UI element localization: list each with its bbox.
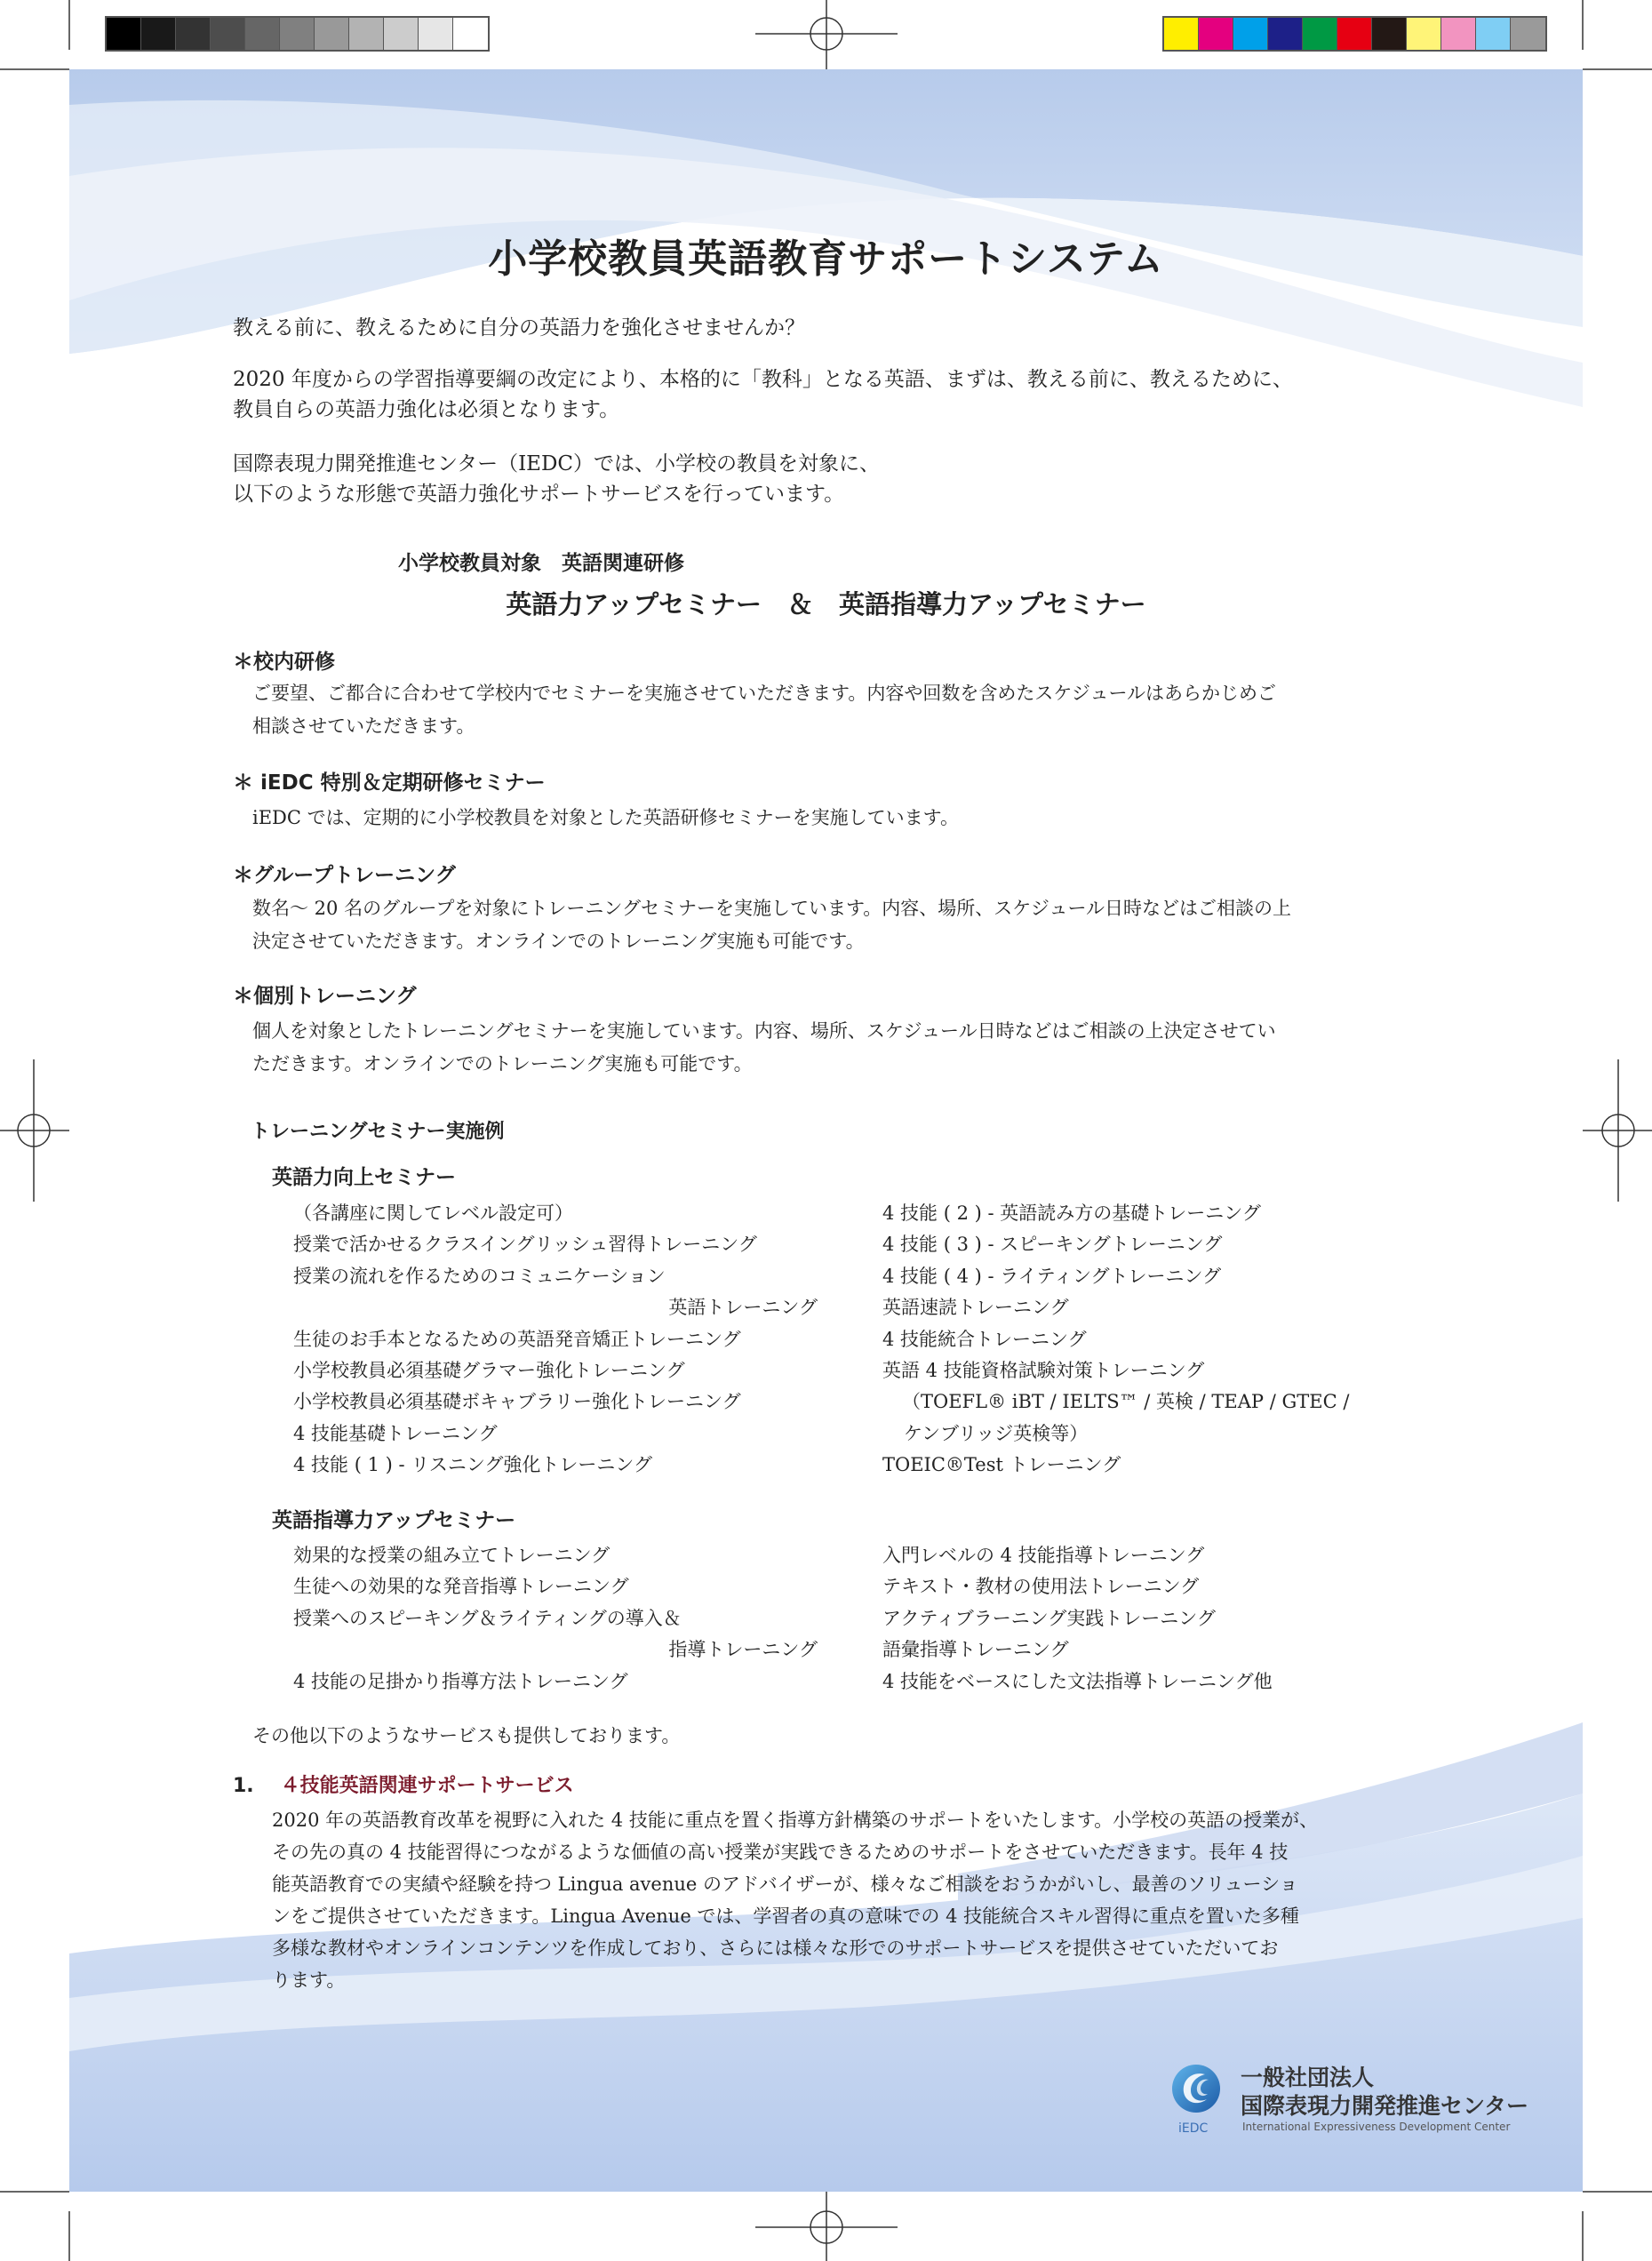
page-title: 小学校教員英語教育サポートシステム [488, 236, 1164, 282]
org-name-line-1: 一般社団法人 [1241, 2065, 1375, 2090]
service-1-line: 多様な教材やオンラインコンテンツを作成しており、さらには様々な形でのサポートサービスを提供させていただいてお [272, 1937, 1279, 1959]
list-item: 生徒への効果的な発音指導トレーニング [293, 1576, 629, 1598]
service-1-title: ４技能英語関連サポートサービス [280, 1775, 574, 1797]
intro-paragraph-2-line-2: 教員自らの英語力強化は必須となります。 [233, 398, 620, 421]
list-item: 4 技能の足掛かり指導方法トレーニング [293, 1670, 628, 1692]
seminar-name: 英語力アップセミナー ＆ 英語指導力アップセミナー [506, 589, 1146, 619]
section-heading-group: ＊グループトレーニング [233, 864, 456, 887]
list-item: テキスト・教材の使用法トレーニング [882, 1576, 1200, 1598]
service-1-line: ります。 [272, 1969, 346, 1991]
list-item: 授業へのスピーキング＆ライティングの導入＆ [293, 1607, 682, 1629]
list-item: 4 技能 ( 4 ) - ライティングトレーニング [882, 1265, 1222, 1287]
list-item: 4 技能 ( 2 ) - 英語読み方の基礎トレーニング [882, 1202, 1261, 1224]
group2-heading: 英語指導力アップセミナー [272, 1509, 516, 1532]
intro-paragraph-3-line-2: 以下のような形態で英語力強化サポートサービスを行っています。 [233, 483, 845, 506]
list-item: 小学校教員必須基礎ボキャブラリー強化トレーニング [293, 1391, 741, 1413]
list-item: アクティブラーニング実践トレーニング [882, 1607, 1216, 1629]
list-item: 英語 4 技能資格試験対策トレーニング [882, 1359, 1205, 1381]
group1-heading: 英語力向上セミナー [272, 1166, 456, 1189]
list-item: 入門レベルの 4 技能指導トレーニング [882, 1545, 1205, 1566]
service-1-line: ンをご提供させていただきます。Lingua Avenue では、学習者の真の意味での 4 技能統合スキル習得に重点を置いた多種 [272, 1905, 1299, 1927]
section-heading-iedc: ＊ iEDC 特別＆定期研修セミナー [233, 771, 546, 795]
section-body-line: 個人を対象としたトレーニングセミナーを実施しています。内容、場所、スケジュール日時などはご相談の上決定させてい [252, 1020, 1276, 1042]
list-item: 4 技能 ( 3 ) - スピーキングトレーニング [882, 1234, 1223, 1256]
section-body-group [252, 892, 1291, 958]
list-item: （TOEFL® iBT / IELTS™ / 英検 / TEAP / GTEC / [902, 1391, 1350, 1413]
section-heading-individual: ＊個別トレーニング [233, 985, 417, 1008]
section-body-line: ご要望、ご都合に合わせて学校内でセミナーを実施させていただきます。内容や回数を含めたスケジュールはあらかじめご [252, 683, 1277, 704]
intro-paragraph-2-line-1: 2020 年度からの学習指導要綱の改定により、本格的に「教科」となる英語、まずは、教える前に、教えるために、 [233, 368, 1293, 391]
list-item: 英語速読トレーニング [882, 1297, 1069, 1319]
group1-left-list [293, 1198, 818, 1482]
section-body-individual [252, 1015, 1276, 1081]
section-body-line: 数名～ 20 名のグループを対象にトレーニングセミナーを実施しています。内容、場所、スケジュール日時などはご相談の上 [252, 898, 1292, 919]
section-heading-onsite: ＊校内研修 [233, 651, 335, 674]
service-1-line: 能英語教育での実績や経験を持つ Lingua avenue のアドバイザーが、様々なご相談をおうかがいし、最善のソリューショ [272, 1874, 1298, 1895]
section-body-onsite [252, 677, 1276, 743]
section-body-iedc [252, 802, 959, 835]
logo-label: iEDC [1178, 2121, 1209, 2136]
examples-heading: トレーニングセミナー実施例 [251, 1121, 505, 1143]
org-name-line-2: 国際表現力開発推進センター [1241, 2093, 1529, 2119]
list-item: 語彙指導トレーニング [882, 1639, 1069, 1661]
service-1-line: その先の真の 4 技能習得につながるような価値の高い授業が実践できるためのサポートをさせていただきます。長年 4 技 [272, 1842, 1289, 1863]
section-body-line: 相談させていただきます。 [252, 715, 475, 737]
list-item: 4 技能をベースにした文法指導トレーニング他 [882, 1670, 1273, 1692]
list-item: 授業で活かせるクラスイングリッシュ習得トレーニング [293, 1234, 757, 1256]
list-item: 4 技能統合トレーニング [882, 1328, 1087, 1350]
service-1-line: 2020 年の英語教育改革を視野に入れた 4 技能に重点を置く指導方針構築のサポートをいたします。小学校の英語の授業が、 [272, 1810, 1319, 1831]
intro-paragraph-3 [233, 449, 880, 509]
seminar-target: 小学校教員対象 英語関連研修 [398, 552, 684, 575]
list-item: 指導トレーニング [668, 1639, 818, 1661]
service-1-heading [233, 1770, 574, 1798]
section-body-line: 決定させていただきます。オンラインでのトレーニング実施も可能です。 [252, 931, 865, 952]
list-item: （各講座に関してレベル設定可） [293, 1202, 573, 1224]
list-item: 小学校教員必須基礎グラマー強化トレーニング [293, 1359, 685, 1381]
service-1-number: 1. [233, 1775, 254, 1797]
group2-right-list [882, 1540, 1273, 1698]
intro-paragraph-3-line-1: 国際表現力開発推進センター（IEDC）では、小学校の教員を対象に、 [233, 452, 880, 475]
group2-left-list [293, 1540, 818, 1698]
group1-right-list [882, 1198, 1349, 1482]
service-1-body [272, 1804, 1318, 1996]
list-item: 4 技能 ( 1 ) - リスニング強化トレーニング [293, 1454, 652, 1476]
list-item: TOEIC®Test トレーニング [882, 1454, 1121, 1476]
intro-paragraph-1: 教える前に、教えるために自分の英語力を強化させませんか？ [233, 316, 805, 340]
section-body-line: iEDC では、定期的に小学校教員を対象とした英語研修セミナーを実施しています。 [252, 807, 959, 828]
other-services-note: その他以下のようなサービスも提供しております。 [252, 1725, 681, 1746]
list-item: 生徒のお手本となるための英語発音矯正トレーニング [293, 1328, 741, 1350]
intro-paragraph-2 [233, 364, 1293, 425]
iedc-logo-icon [1169, 2062, 1223, 2115]
list-item: ケンブリッジ英検等） [904, 1422, 1089, 1444]
org-name-english: International Expressiveness Development Center [1242, 2121, 1511, 2133]
section-body-line: ただきます。オンラインでのトレーニング実施も可能です。 [252, 1053, 753, 1075]
list-item: 効果的な授業の組み立てトレーニング [293, 1545, 611, 1566]
list-item: 4 技能基礎トレーニング [293, 1422, 498, 1444]
list-item: 英語トレーニング [668, 1297, 818, 1319]
list-item: 授業の流れを作るためのコミュニケーション [293, 1265, 666, 1287]
